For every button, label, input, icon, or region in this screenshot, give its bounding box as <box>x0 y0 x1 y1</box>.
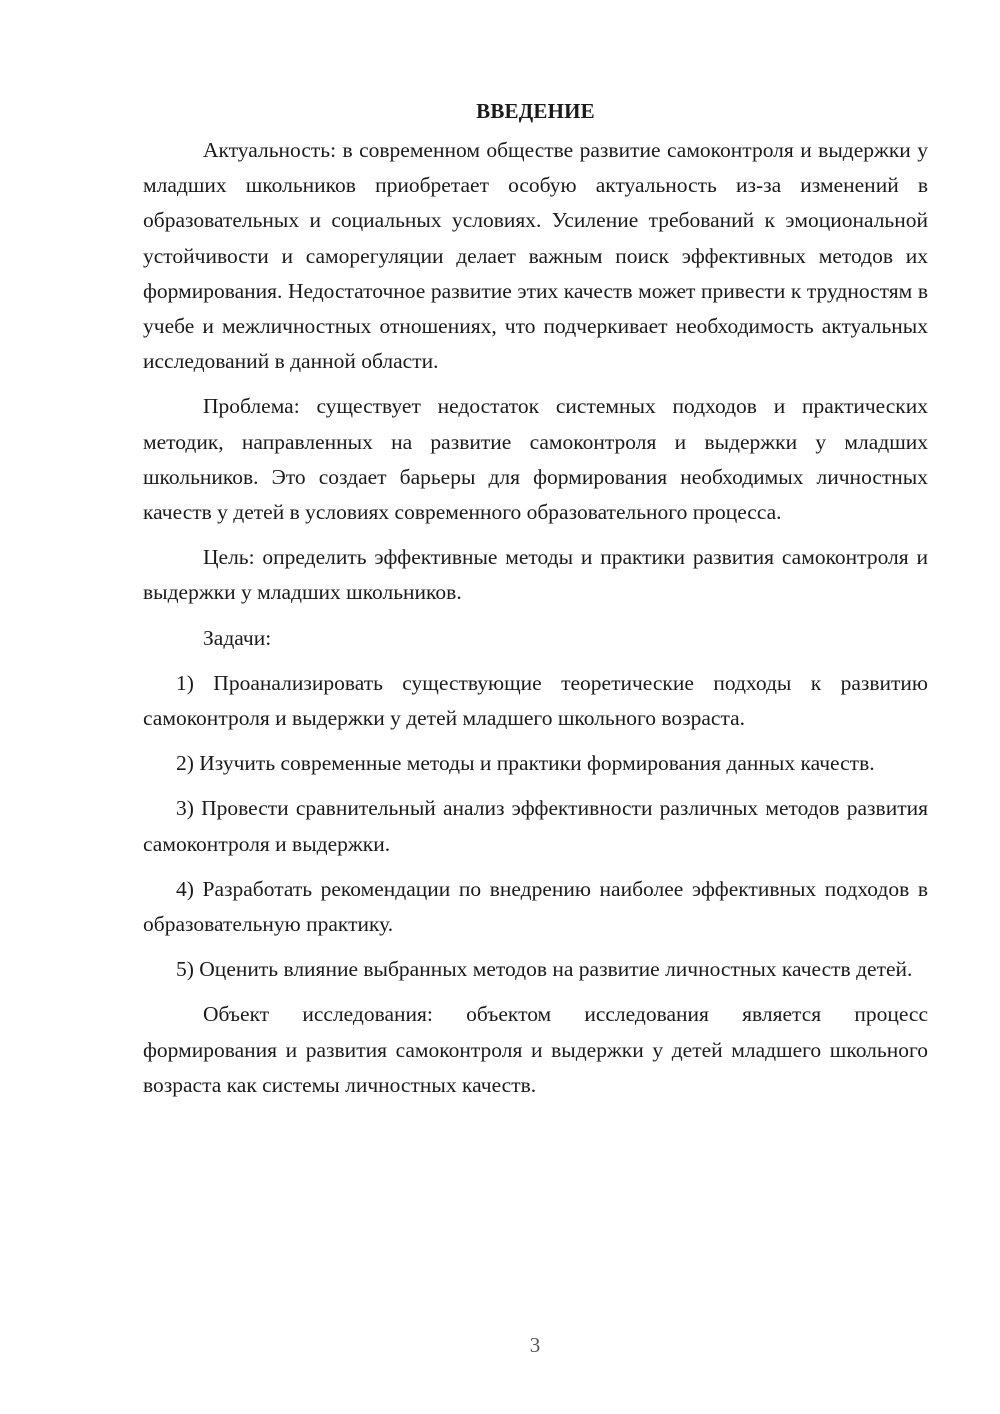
task-item-4: 4) Разработать рекомендации по внедрению наиболее эффективных подходов в образовательную практику. <box>143 876 928 937</box>
problem-paragraph: Проблема: существует недостаток системных подходов и практических методик, направленных на развитие самоконтроля и выдержки у младших школьников. Это создает барьеры для формирования необходимых личностных качеств у детей в условиях современного образовательного процесса. <box>143 394 928 525</box>
tasks-heading: Задачи: <box>203 625 272 650</box>
task-item-3: 3) Провести сравнительный анализ эффективности различных методов развития самоконтроля и выдержки. <box>143 796 928 856</box>
relevance-paragraph: Актуальность: в современном обществе развитие самоконтроля и выдержки у младших школьников приобретает особую актуальность из-за изменений в образовательных и социальных условиях. Усиление требований к эмоциональной устойчивости и саморегуляции делает важным поиск эффективных методов их формирования. Недостаточное развитие этих качеств может привести к трудностям в учебе и межличностных отношениях, что подчеркивает необходимость актуальных исследований в данной области. <box>143 138 928 374</box>
task-item-5: 5) Оценить влияние выбранных методов на развитие личностных качеств детей. <box>176 957 913 982</box>
research-object-paragraph: Объект исследования: объектом исследования является процесс формирования и развития самоконтроля и выдержки у детей младшего школьного возраста как системы личностных качеств. <box>143 1002 928 1097</box>
task-item-1: 1) Проанализировать существующие теоретические подходы к развитию самоконтроля и выдержки у детей младшего школьного возраста. <box>143 670 928 731</box>
task-item-2: 2) Изучить современные методы и практики формирования данных качеств. <box>176 751 875 776</box>
page-number: 3 <box>529 1333 541 1357</box>
page-title: ВВЕДЕНИЕ <box>476 99 595 123</box>
page-content <box>143 95 928 1113</box>
goal-paragraph: Цель: определить эффективные методы и практики развития самоконтроля и выдержки у младших школьников. <box>143 545 928 605</box>
